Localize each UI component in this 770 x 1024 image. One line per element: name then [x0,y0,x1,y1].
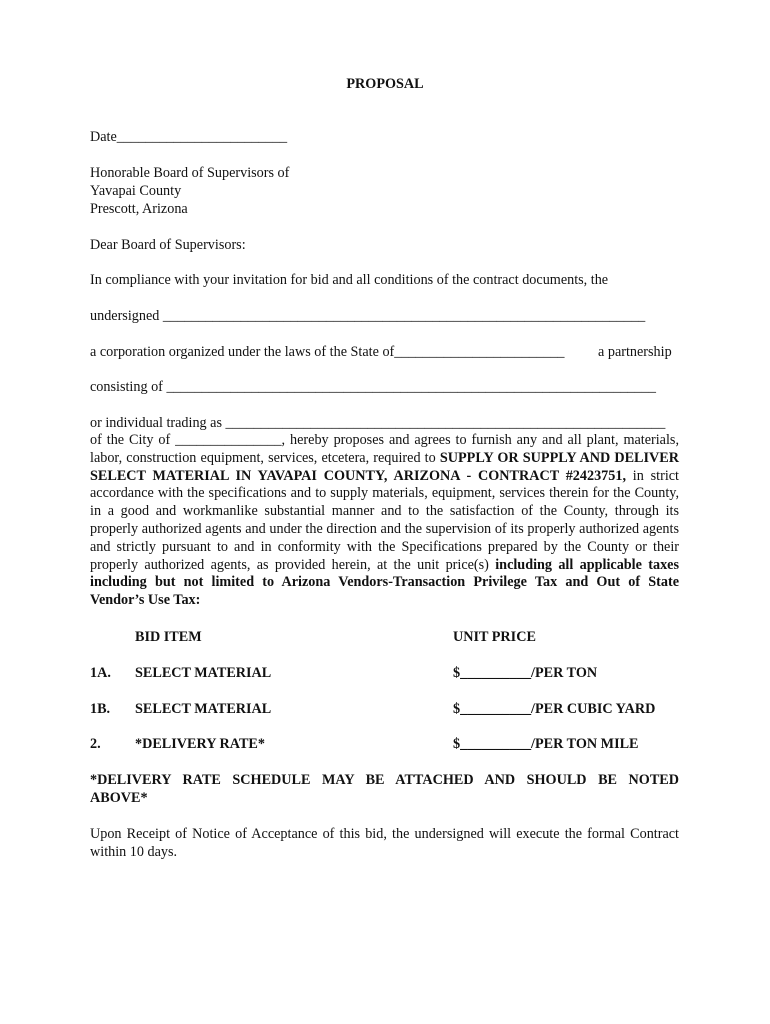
corporation-line: a corporation organized under the laws of the State of________________________ [90,344,565,360]
address-line-3: Prescott, Arizona [90,201,188,217]
body-part-2: in strict accordance with the specifications and to supply materials, equipment, services therein for the County, in a good and workmanlike substantial manner and to the satisfaction of the County, through its properly authorized agents and under the direction and the supervision of its properly authorized agents and strictly pursuant to and in conformity with the Specifications prepared by the County or their properly authorized agents, as provided herein, at the unit price(s) [90,467,680,573]
undersigned-line: undersigned ____________________________________________________________________ [90,308,646,324]
proposal-body [90,432,679,610]
bid-row-1b-item: SELECT MATERIAL [135,701,272,717]
date-line: Date________________________ [90,129,288,145]
address-line-1: Honorable Board of Supervisors of [90,165,290,181]
partnership-label: a partnership [598,344,672,360]
body-bold-taxes: including all applicable taxes including but not limited to Arizona Vendors-Transaction Privilege Tax and Out of State Vendor’s Use Tax: [90,556,679,609]
bid-row-2-price: $__________/PER TON MILE [453,736,639,752]
body-part-1: of the City of _______________, hereby proposes and agrees to furnish any and all plant, materials, labor, construction equipment, services, etcetera, required to [90,432,679,466]
closing-paragraph: Upon Receipt of Notice of Acceptance of this bid, the undersigned will execute the formal Contract within 10 days. [90,826,679,860]
bid-item-header: BID ITEM [135,629,202,645]
salutation: Dear Board of Supervisors: [90,237,246,253]
bid-row-1a-price: $__________/PER TON [453,665,598,681]
bid-row-2-item: *DELIVERY RATE* [135,736,265,752]
address-line-2: Yavapai County [90,183,182,199]
body-bold-contract: SUPPLY OR SUPPLY AND DELIVER SELECT MATERIAL IN YAVAPAI COUNTY, ARIZONA - CONTRACT #2423751, [90,449,679,484]
bid-row-1a-item: SELECT MATERIAL [135,665,272,681]
intro-text: In compliance with your invitation for bid and all conditions of the contract documents, the [90,272,609,288]
individual-trading-line: or individual trading as ______________________________________________________________ [90,415,666,431]
bid-row-1a-number: 1A. [90,665,111,681]
delivery-rate-note: *DELIVERY RATE SCHEDULE MAY BE ATTACHED AND SHOULD BE NOTED ABOVE* [90,772,679,806]
consisting-line: consisting of _____________________________________________________________________ [90,379,656,395]
page-title: PROPOSAL [346,76,424,92]
bid-row-1b-number: 1B. [90,701,111,717]
bid-row-1b-price: $__________/PER CUBIC YARD [453,701,656,717]
unit-price-header: UNIT PRICE [453,629,536,645]
bid-row-2-number: 2. [90,736,101,752]
